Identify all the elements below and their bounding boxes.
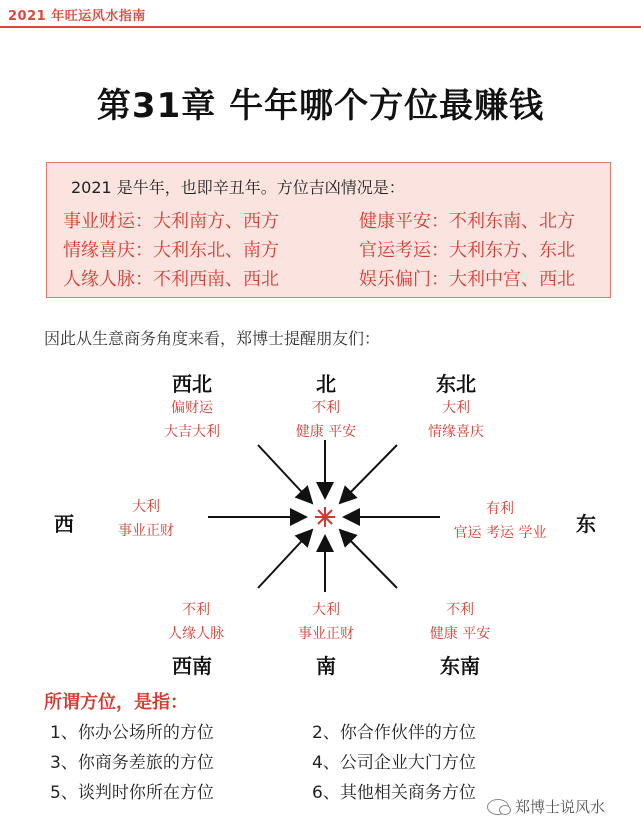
dir-east: 东 — [576, 512, 596, 536]
note-northeast — [376, 396, 536, 444]
note-south-1: 大利 — [312, 602, 340, 618]
summary-right-2: 官运考运：大利东方、东北 — [359, 240, 575, 261]
arrow-sw — [258, 530, 312, 588]
note-southeast — [380, 598, 540, 646]
note-north-1: 不利 — [312, 400, 340, 416]
note-north-2: 健康 平安 — [295, 424, 357, 440]
header-title: 2021 年旺运风水指南 — [8, 9, 146, 24]
note-west-2: 事业正财 — [118, 523, 174, 539]
wechat-icon — [487, 799, 509, 815]
position-item: 1、你办公场所的方位 — [50, 723, 214, 743]
lead-text: 因此从生意商务角度来看，郑博士提醒朋友们： — [44, 329, 381, 348]
dir-northwest: 西北 — [172, 372, 212, 396]
dir-southwest: 西南 — [172, 654, 212, 678]
note-southeast-2: 健康 平安 — [429, 626, 491, 642]
brand-name: 郑博士说风水 — [514, 798, 605, 816]
position-item: 2、你合作伙伴的方位 — [312, 723, 476, 743]
dir-southeast: 东南 — [440, 654, 480, 678]
arrow-ne — [340, 445, 397, 503]
note-northwest-2: 大吉大利 — [164, 424, 220, 440]
arrow-se — [340, 530, 397, 588]
page-title: 第31章 牛年哪个方位最赚钱 — [96, 86, 545, 126]
summary-left-1: 事业财运：大利南方、西方 — [63, 211, 279, 232]
summary-left-2: 情缘喜庆：大利东北、南方 — [63, 240, 279, 261]
note-northeast-1: 大利 — [442, 400, 470, 416]
note-south-2: 事业正财 — [298, 626, 354, 642]
note-southwest-2: 人缘人脉 — [168, 626, 224, 642]
summary-intro: 2021 是牛年，也即辛丑年。方位吉凶情况是： — [71, 178, 405, 197]
note-east-1: 有利 — [486, 501, 514, 517]
summary-left-3: 人缘人脉：不利西南、西北 — [63, 269, 279, 290]
position-item: 6、其他相关商务方位 — [312, 783, 476, 803]
position-item: 4、公司企业大门方位 — [312, 753, 476, 773]
dir-northeast: 东北 — [436, 372, 476, 396]
brand-watermark — [487, 796, 605, 817]
note-southwest-1: 不利 — [182, 602, 210, 618]
dir-north: 北 — [316, 372, 336, 396]
note-northeast-2: 情缘喜庆 — [428, 424, 484, 440]
note-west-1: 大利 — [132, 499, 160, 515]
summary-right-3: 娱乐偏门：大利中宫、西北 — [359, 269, 575, 290]
note-west — [66, 495, 226, 543]
note-east-2: 官运 考运 学业 — [453, 525, 547, 541]
dir-west: 西 — [54, 512, 74, 536]
position-item: 3、你商务差旅的方位 — [50, 753, 214, 773]
summary-right-1: 健康平安：不利东南、北方 — [359, 211, 575, 232]
arrow-nw — [258, 445, 312, 503]
dir-south: 南 — [316, 654, 336, 678]
positions-heading: 所谓方位，是指： — [44, 692, 188, 713]
note-southeast-1: 不利 — [446, 602, 474, 618]
center-star — [315, 507, 335, 527]
note-northwest-1: 偏财运 — [171, 400, 213, 416]
position-item: 5、谈判时你所在方位 — [50, 783, 214, 803]
